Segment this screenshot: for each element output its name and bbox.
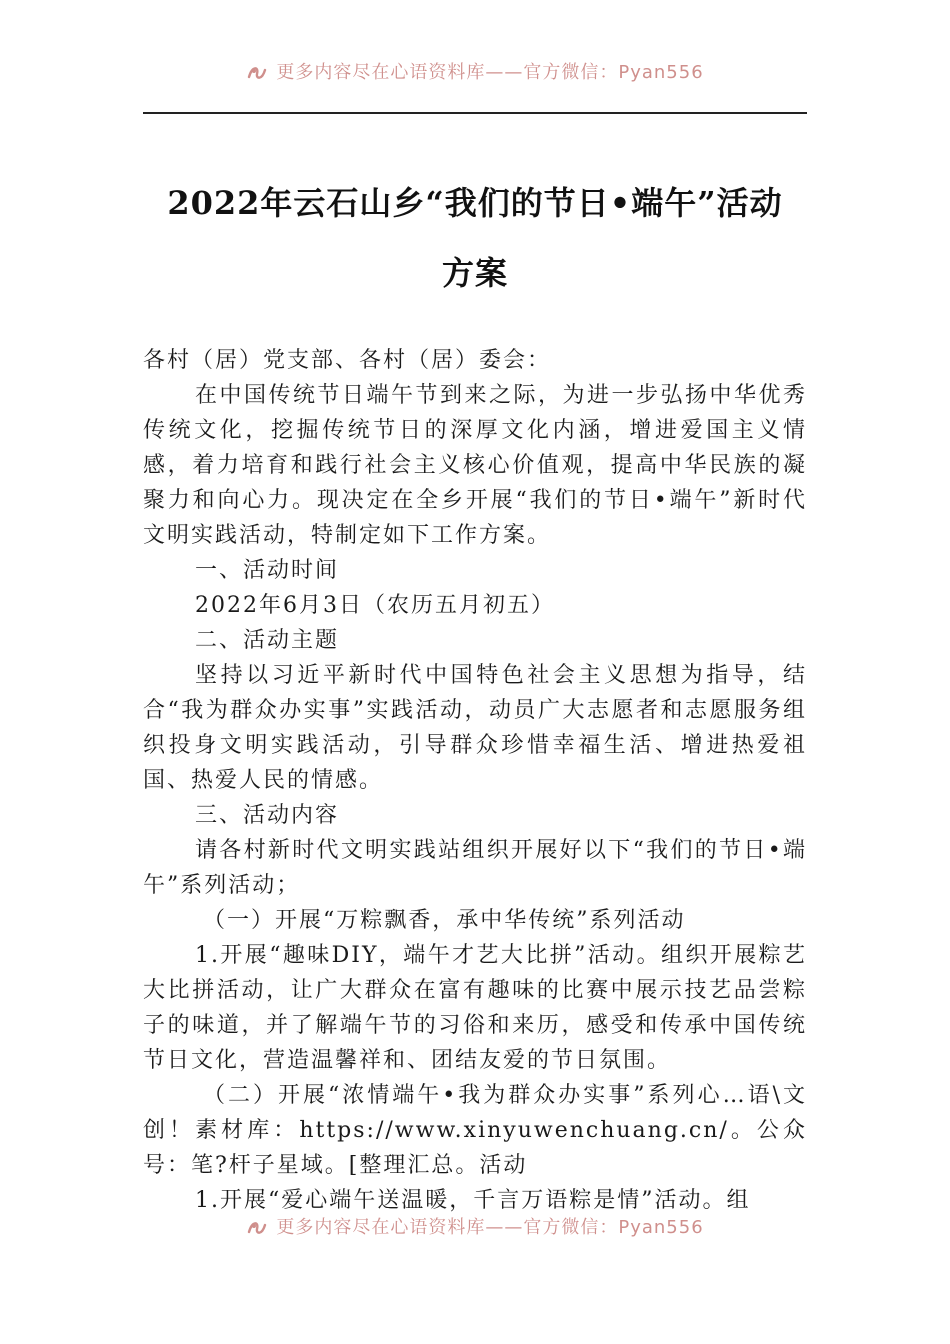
salutation: 各村（居）党支部、各村（居）委会： [143, 348, 552, 373]
watermark-logo-icon [246, 62, 268, 84]
section-1-text: 2022年6月3日（农历五月初五） [195, 593, 555, 618]
subsection-1-heading: （一）开展“万粽飘香，承中华传统”系列活动 [203, 908, 686, 933]
watermark-logo-icon [246, 1217, 268, 1239]
watermark-text: 更多内容尽在心语资料库——官方微信：Pyan556 [276, 62, 704, 83]
document-title [143, 168, 807, 308]
subsection-2-item-1: 1.开展“爱心端午送温暖，千言万语粽是情”活动。组 [195, 1188, 751, 1213]
watermark-text: 更多内容尽在心语资料库——官方微信：Pyan556 [276, 1217, 704, 1238]
header-divider [143, 112, 807, 114]
section-2-text: 坚持以习近平新时代中国特色社会主义思想为指导，结合“我为群众办实事”实践活动，动员广大志愿者和志愿服务组织投身文明实践活动，引导群众珍惜幸福生活、增进热爱祖国、热爱人民的情感。 [143, 663, 807, 793]
section-2-heading: 二、活动主题 [195, 628, 340, 653]
document-body [143, 343, 807, 1218]
subsection-1-item-1: 1.开展“趣味DIY，端午才艺大比拼”活动。组织开展粽艺大比拼活动，让广大群众在富有趣味的比赛中展示技艺品尝粽子的味道，并了解端午节的习俗和来历，感受和传承中国传统节日文化，营造温馨祥和、团结友爱的节日氛围。 [143, 943, 807, 1073]
title-line-1: 2022年云石山乡“我们的节日•端午”活动 [167, 184, 783, 222]
section-3-heading: 三、活动内容 [195, 803, 340, 828]
intro-paragraph: 在中国传统节日端午节到来之际，为进一步弘扬中华优秀传统文化，挖掘传统节日的深厚文化内涵，增进爱国主义情感，着力培育和践行社会主义核心价值观，提高中华民族的凝聚力和向心力。现决定在全乡开展“我们的节日•端午”新时代文明实践活动，特制定如下工作方案。 [143, 383, 807, 548]
watermark-header [0, 58, 950, 84]
watermark-footer [0, 1213, 950, 1239]
subsection-2-heading: （二）开展“浓情端午•我为群众办实事”系列心…语\文创！素材库：https://www.xinyuwenchuang.cn/。公众号：笔?杆子星域。[整理汇总。活动 [143, 1083, 807, 1178]
section-1-heading: 一、活动时间 [195, 558, 340, 583]
title-line-2: 方案 [441, 254, 508, 292]
section-3-text: 请各村新时代文明实践站组织开展好以下“我们的节日•端午”系列活动； [143, 838, 807, 898]
